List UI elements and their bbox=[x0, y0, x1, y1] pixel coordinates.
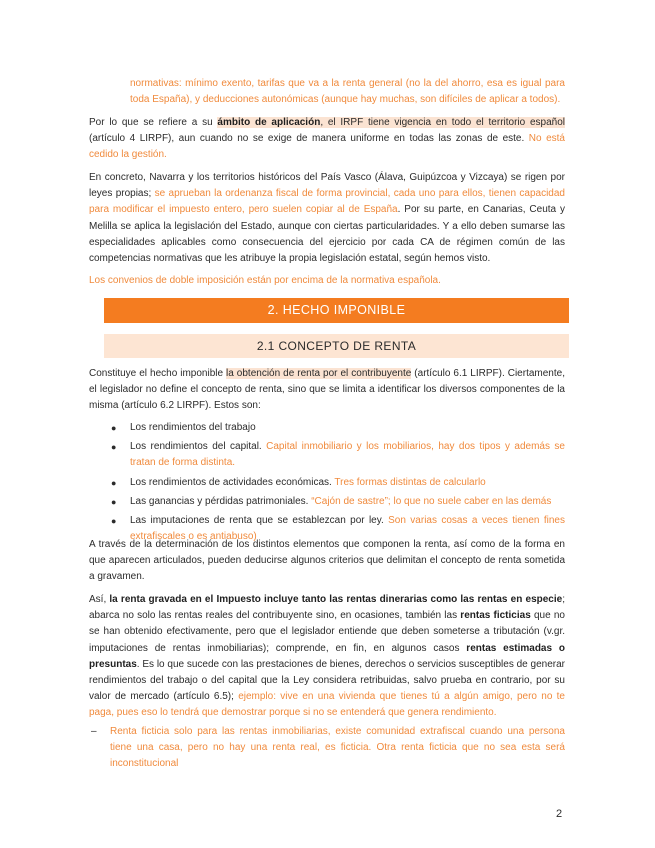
scope-note: No está cedido la gestión. bbox=[89, 133, 565, 161]
scope-bold: ámbito de aplicación bbox=[217, 117, 321, 128]
dash-item-text: Renta ficticia solo para las rentas inmobiliarias, existe comunidad extrafiscal cuando una persona tiene una casa, pero no hay una renta real, es ficticia. Otra renta ficticia que no sea esta será inconstitucional bbox=[110, 726, 565, 770]
dash-icon: – bbox=[91, 726, 97, 737]
list-item bbox=[89, 475, 565, 491]
taxed-bold-d: rentas ficticias bbox=[460, 610, 531, 622]
taxed-text-a: Así, bbox=[89, 594, 110, 605]
list-item-text: Las ganancias y pérdidas patrimoniales. bbox=[130, 495, 312, 507]
list-item-note: Tres formas distintas de calcularlo bbox=[334, 476, 486, 488]
income-components-list bbox=[89, 420, 565, 548]
list-item-note: “Cajón de sastre”; lo que no suele caber en las demás bbox=[311, 495, 552, 507]
taxable-text-a: Constituye el hecho imponible bbox=[89, 368, 227, 379]
list-item-note: Capital inmobiliario y los mobiliarios, hay dos tipos y además se tratan de forma distinta. bbox=[130, 441, 565, 469]
taxed-example-note: ejemplo: vive en una vivienda que tienes tú a algún amigo, pero no te paga, pues eso lo tendrá que demostrar porque si no se entenderá que genera rendimiento. bbox=[89, 691, 565, 719]
page-number: 2 bbox=[556, 808, 563, 820]
continued-note: normativas: mínimo exento, tarifas que va a la renta general (no la del ahorro, esa es igual para toda España), y deducciones autonómicas (aunque hay muchas, son difíciles de aplicar a todos). bbox=[130, 78, 565, 106]
paragraph-taxed-income bbox=[89, 592, 565, 722]
list-item-text: Los rendimientos de actividades económicas. bbox=[130, 476, 335, 488]
list-item bbox=[89, 439, 565, 471]
territories-text-c: . Por su parte, en Canarias, Ceuta y Melilla se aplica la legislación del Estado, aunque con ciertas particularidades. Y a ello deben sumarse las especialidades aplicables como consecuencia del ejercicio por cada CA de régimen común de las competencias normativas que les atribuye la propia legislación estatal, según hemos visto. bbox=[89, 204, 566, 265]
bullet-icon: ● bbox=[111, 442, 117, 453]
taxed-text-c: ; abarca no solo las rentas reales del contribuyente sino, en ocasiones, también las bbox=[89, 594, 565, 622]
taxed-bold-b: la renta gravada en el Impuesto incluye tanto las rentas dinerarias como las rentas en especie bbox=[109, 594, 563, 605]
taxable-text-c: (artículo 6.1 LIRPF). Ciertamente, el legislador no define el concepto de renta, sino que se limita a identificar los diversos componentes de la misma (artículo 6.2 LIRPF). Estos son: bbox=[89, 368, 565, 412]
list-item-text: Los rendimientos del capital. bbox=[130, 441, 267, 453]
scope-highlight: , el IRPF tiene vigencia en todo el territorio español bbox=[320, 117, 565, 128]
treaties-note: Los convenios de doble imposición están por encima de la normativa española. bbox=[89, 275, 441, 286]
scope-text-a: Por lo que se refiere a su bbox=[89, 117, 218, 128]
subsection-heading: 2.1 CONCEPTO DE RENTA bbox=[104, 334, 569, 358]
bullet-icon: ● bbox=[111, 496, 117, 507]
section-heading: 2. HECHO IMPONIBLE bbox=[104, 298, 569, 323]
territories-note: se aprueban la ordenanza fiscal de forma provincial, cada uno para ellos, tienen capacidad para modificar el impuesto entero, pero suelen copiar al de España bbox=[89, 188, 565, 216]
paragraph-taxable-event bbox=[89, 366, 565, 415]
taxed-text-e: que no se han obtenido efectivamente, pero que el legislador entiende que deben someterse a tributación (v.gr. imputaciones de rentas inmobiliarias); comprende, en fin, en algunos casos bbox=[89, 610, 565, 654]
list-item bbox=[89, 420, 565, 436]
list-item-text: Los rendimientos del trabajo bbox=[130, 422, 256, 433]
dash-list-item bbox=[89, 724, 565, 773]
paragraph-criteria: A través de la determinación de los distintos elementos que componen la renta, así como de la forma en que aparecen articulados, pueden deducirse algunos criterios que delimitan el concepto de renta sometida a gravamen. bbox=[89, 539, 565, 583]
list-item bbox=[89, 494, 565, 510]
territories-text-a: En concreto, Navarra y los territorios históricos del País Vasco (Álava, Guipúzcoa y Vizcaya) se rigen por leyes propias; bbox=[89, 172, 565, 200]
paragraph-scope bbox=[89, 115, 565, 164]
scope-text-d: (artículo 4 LIRPF), aun cuando no se exige de manera uniforme en todas las zonas de este. bbox=[89, 133, 529, 145]
bullet-icon: ● bbox=[111, 477, 117, 488]
taxed-bold-f: rentas estimadas o presuntas bbox=[89, 642, 565, 670]
list-item-note: Son varias cosas a veces tienen fines extrafiscales o es antiabuso) bbox=[130, 515, 565, 543]
paragraph-territories bbox=[89, 170, 565, 267]
bullet-icon: ● bbox=[111, 423, 117, 433]
taxable-highlight: la obtención de renta por el contribuyente bbox=[226, 368, 412, 379]
taxed-text-g: . Es lo que sucede con las prestaciones de bienes, derechos o servicios susceptibles de generar rendimientos del trabajo o del capital que la Ley considera retribuidas, salvo prueba en contrario, por su valor de mercado (artículo 6.5); bbox=[89, 658, 565, 703]
list-item-text: Las imputaciones de renta que se establezcan por ley. bbox=[130, 515, 389, 527]
bullet-icon: ● bbox=[111, 516, 117, 527]
